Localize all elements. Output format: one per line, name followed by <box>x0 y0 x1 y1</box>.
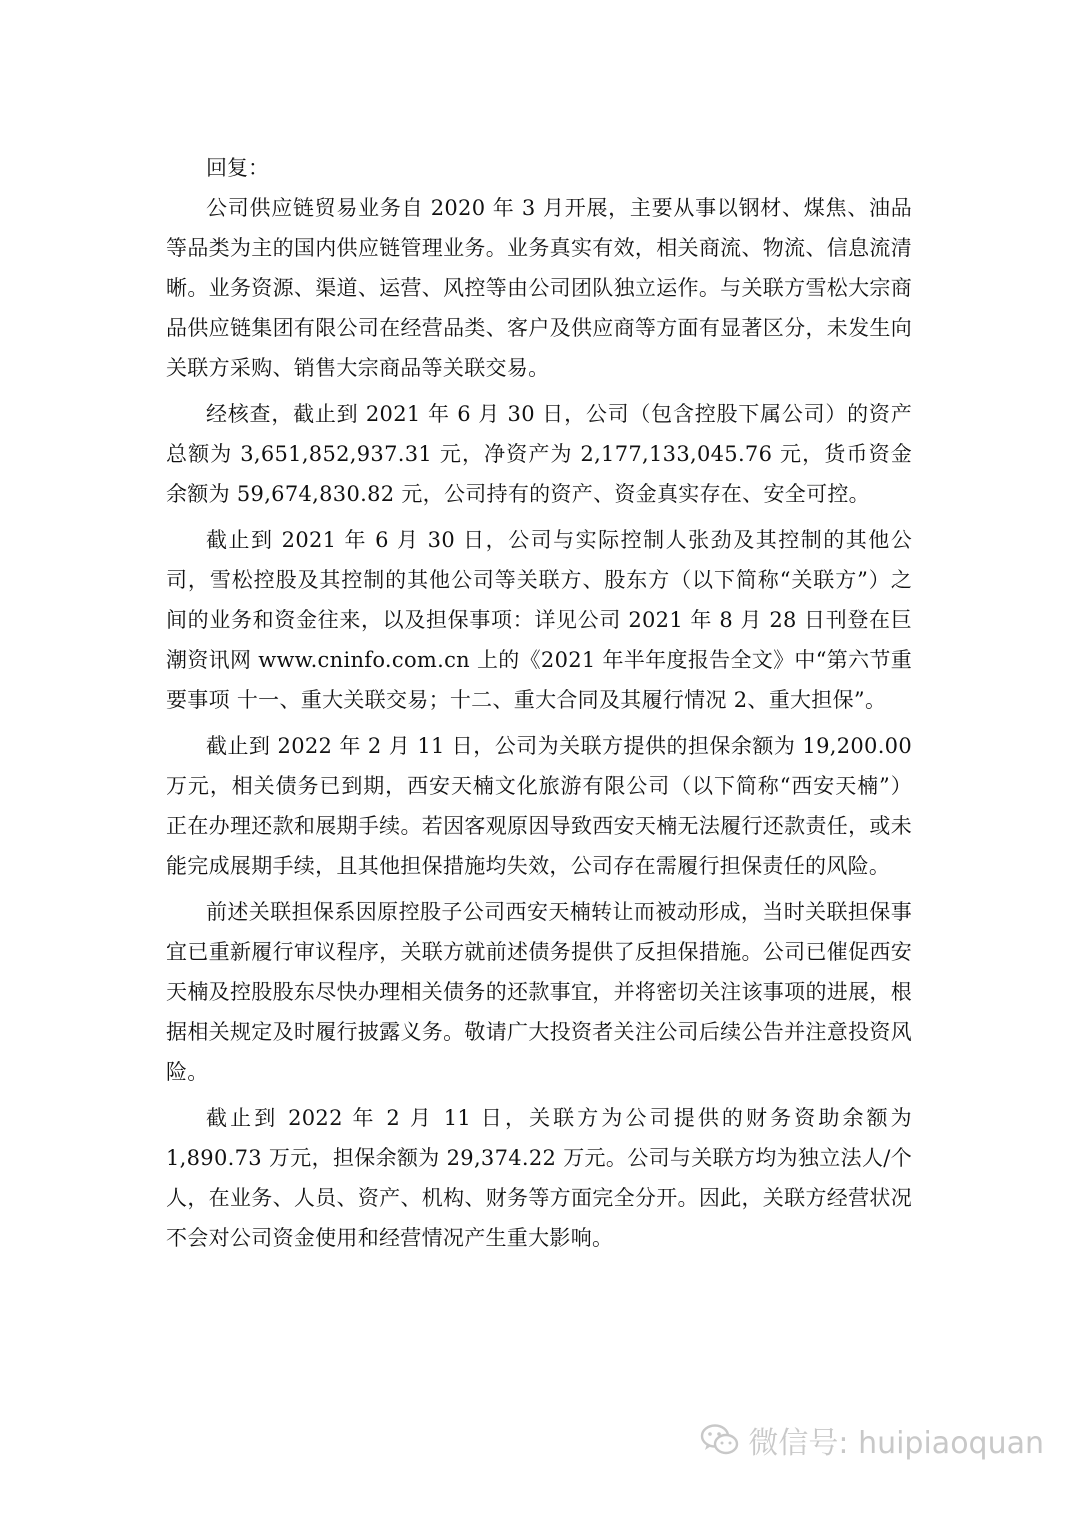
paragraph-guarantee-origin: 前述关联担保系因原控股子公司西安天楠转让而被动形成，当时关联担保事宜已重新履行审议程序，关联方就前述债务提供了反担保措施。公司已催促西安天楠及控股股东尽快办理相关债务的还款事宜，并将密切关注该事项的进展，根据相关规定及时履行披露义务。敬请广大投资者关注公司后续公告并注意投资风险。 <box>166 900 912 1084</box>
wechat-watermark <box>700 1418 1044 1462</box>
watermark-text: 微信号: huipiaoquan <box>748 1426 1044 1461</box>
paragraph-assets: 经核查，截止到 2021 年 6 月 30 日，公司（包含控股下属公司）的资产总额为 3,651,852,937.31 元，净资产为 2,177,133,045.76 元，货币资金余额为 59,674,830.82 元，公司持有的资产、资金真实存在、安全可控。 <box>166 402 912 506</box>
document-page <box>166 148 912 1264</box>
paragraph-supply-chain: 公司供应链贸易业务自 2020 年 3 月开展，主要从事以钢材、煤焦、油品等品类为主的国内供应链管理业务。业务真实有效，相关商流、物流、信息流清晰。业务资源、渠道、运营、风控等由公司团队独立运作。与关联方雪松大宗商品供应链集团有限公司在经营品类、客户及供应商等方面有显著区分，未发生向关联方采购、销售大宗商品等关联交易。 <box>166 196 912 380</box>
wechat-icon <box>700 1423 740 1457</box>
reply-heading: 回复： <box>206 156 269 180</box>
paragraph-related-party-transactions: 截止到 2021 年 6 月 30 日，公司与实际控制人张劲及其控制的其他公司，雪松控股及其控制的其他公司等关联方、股东方（以下简称“关联方”）之间的业务和资金往来，以及担保事项：详见公司 2021 年 8 月 28 日刊登在巨潮资讯网 www.cninfo.com.cn 上的《2021 年半年度报告全文》中“第六节重要事项 十一、重大关联交易；十二、重大合同及其履行情况 2、重大担保”。 <box>166 528 912 712</box>
paragraph-financial-assistance: 截止到 2022 年 2 月 11 日，关联方为公司提供的财务资助余额为 1,890.73 万元，担保余额为 29,374.22 万元。公司与关联方均为独立法人/个人，在业务、人员、资产、机构、财务等方面完全分开。因此，关联方经营状况不会对公司资金使用和经营情况产生重大影响。 <box>166 1106 912 1250</box>
paragraph-guarantee-balance: 截止到 2022 年 2 月 11 日，公司为关联方提供的担保余额为 19,200.00 万元，相关债务已到期，西安天楠文化旅游有限公司（以下简称“西安天楠”）正在办理还款和展期手续。若因客观原因导致西安天楠无法履行还款责任，或未能完成展期手续，且其他担保措施均失效，公司存在需履行担保责任的风险。 <box>166 734 912 878</box>
